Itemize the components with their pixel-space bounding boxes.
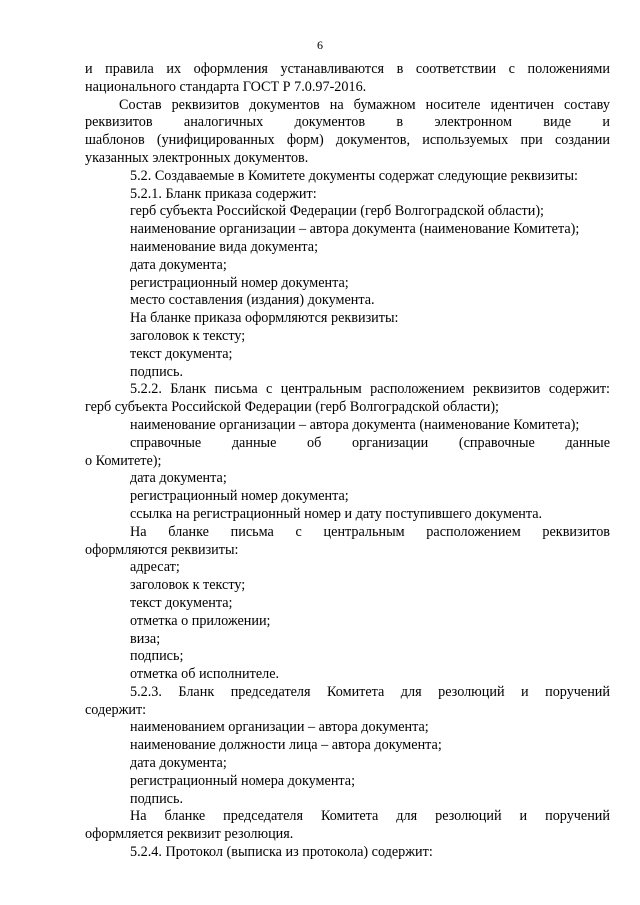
text-line: оформляется реквизит резолюция. bbox=[85, 826, 294, 843]
text-line: регистрационный номер документа; bbox=[130, 488, 349, 505]
text-line: шаблонов (унифицированных форм) документов, используемых при создании bbox=[85, 132, 610, 149]
text-line: На бланке приказа оформляются реквизиты: bbox=[130, 310, 399, 327]
text-line: наименование организации – автора документа (наименование Комитета); bbox=[130, 221, 580, 238]
text-line: подпись. bbox=[130, 790, 183, 807]
text-line: На бланке председателя Комитета для резолюций и поручений bbox=[130, 808, 610, 825]
document-body bbox=[85, 61, 610, 862]
text-line: подпись. bbox=[130, 363, 183, 380]
text-line: указанных электронных документов. bbox=[85, 149, 309, 166]
text-line: заголовок к тексту; bbox=[130, 327, 246, 344]
text-line: отметка об исполнителе. bbox=[130, 666, 280, 683]
page-number: 6 bbox=[317, 38, 323, 52]
text-line: о Комитете); bbox=[85, 452, 162, 469]
text-line: регистрационный номера документа; bbox=[130, 772, 356, 789]
text-line: наименование организации – автора документа (наименование Комитета); bbox=[130, 416, 580, 433]
text-line: отметка о приложении; bbox=[130, 612, 271, 629]
text-line: дата документа; bbox=[130, 256, 227, 273]
text-line: На бланке письма с центральным расположением реквизитов bbox=[130, 523, 610, 540]
text-line: дата документа; bbox=[130, 470, 227, 487]
text-line: ссылка на регистрационный номер и дату поступившего документа. bbox=[130, 505, 543, 522]
text-line: Состав реквизитов документов на бумажном носителе идентичен составу bbox=[119, 96, 610, 113]
text-line: 5.2.1. Бланк приказа содержит: bbox=[130, 185, 317, 202]
text-line: место составления (издания) документа. bbox=[130, 292, 375, 309]
text-line: 5.2.3. Бланк председателя Комитета для резолюций и поручений bbox=[130, 683, 610, 700]
text-line: наименование должности лица – автора документа; bbox=[130, 737, 442, 754]
text-line: 5.2.2. Бланк письма с центральным расположением реквизитов содержит: bbox=[130, 381, 610, 398]
text-line: 5.2.4. Протокол (выписка из протокола) содержит: bbox=[130, 844, 433, 861]
text-line: национального стандарта ГОСТ Р 7.0.97-2016. bbox=[85, 78, 367, 95]
text-line: регистрационный номер документа; bbox=[130, 274, 349, 291]
text-line: наименованием организации – автора документа; bbox=[130, 719, 429, 736]
text-line: заголовок к тексту; bbox=[130, 577, 246, 594]
text-line: текст документа; bbox=[130, 345, 233, 362]
text-line: подпись; bbox=[130, 648, 184, 665]
text-line: справочные данные об организации (справочные данные bbox=[130, 434, 610, 451]
text-line: дата документа; bbox=[130, 755, 227, 772]
text-line: и правила их оформления устанавливаются в соответствии с положениями bbox=[85, 61, 610, 77]
text-line: реквизитов аналогичных документов в электронном виде и bbox=[85, 114, 610, 131]
text-line: герб субъекта Российской Федерации (герб Волгоградской области); bbox=[85, 399, 499, 416]
text-line: наименование вида документа; bbox=[130, 238, 319, 255]
text-line: содержит: bbox=[85, 701, 147, 718]
text-line: виза; bbox=[130, 630, 161, 647]
text-line: текст документа; bbox=[130, 594, 233, 611]
text-line: оформляются реквизиты: bbox=[85, 541, 239, 558]
text-line: адресат; bbox=[130, 559, 180, 576]
text-line: 5.2. Создаваемые в Комитете документы содержат следующие реквизиты: bbox=[130, 167, 578, 184]
text-line: герб субъекта Российской Федерации (герб Волгоградской области); bbox=[130, 203, 544, 220]
